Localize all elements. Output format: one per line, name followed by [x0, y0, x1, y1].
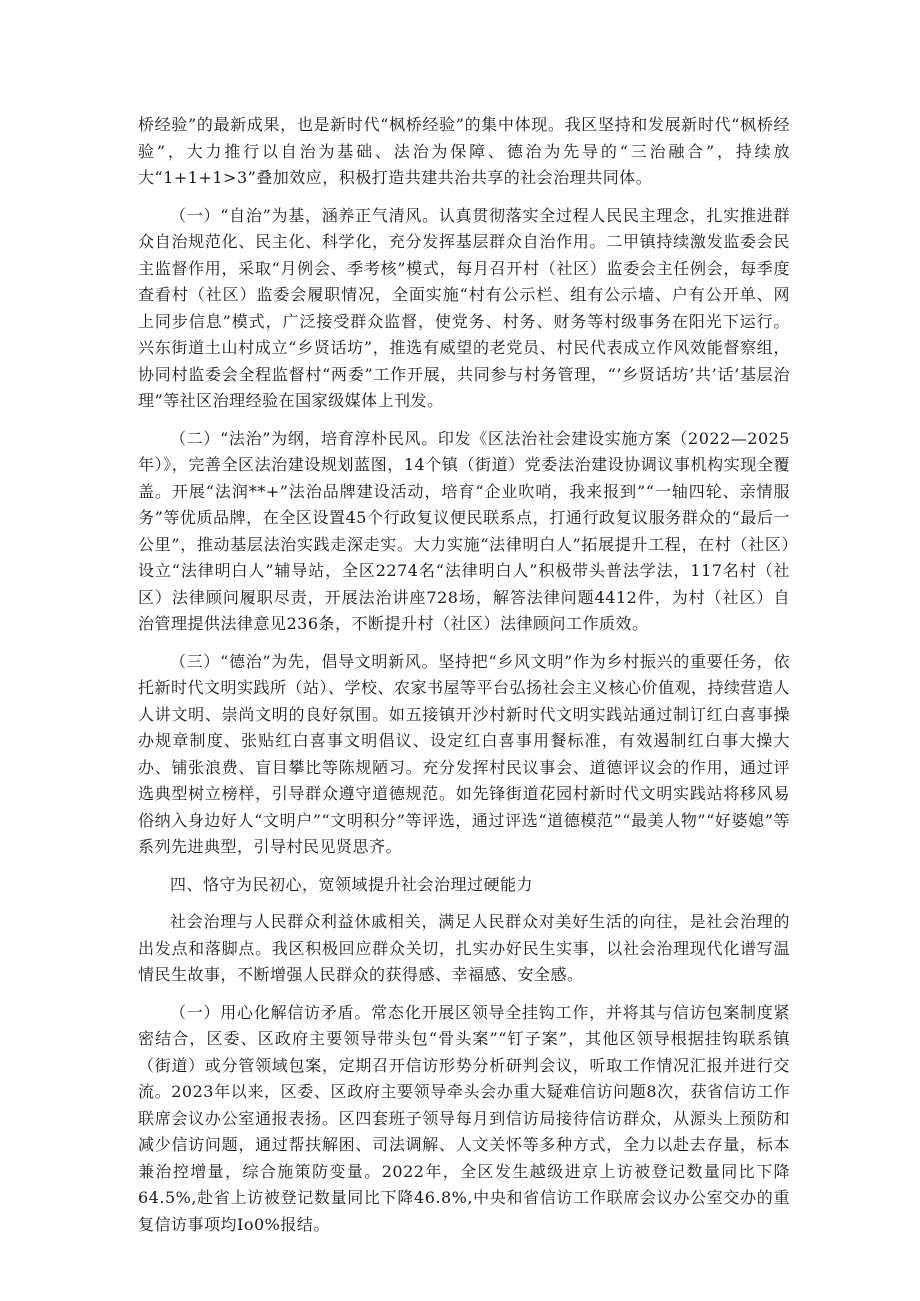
- paragraph-self-governance: （一）“自治”为基，涵养正气清风。认真贯彻落实全过程人民民主理念，扎实推进群众自治规范化、民主化、科学化，充分发挥基层群众自治作用。二甲镇持续激发监委会民主监督作用，采取“月例会、季考核”模式，每月召开村（社区）监委会主任例会，每季度查看村（社区）监委会履职情况，全面实施“村有公示栏、组有公示墙、户有公开单、网上同步信息”模式，广泛接受群众监督，使党务、村务、财务等村级事务在阳光下运行。兴东街道土山村成立“乡贤话坊”，推选有威望的老党员、村民代表成立作风效能督察组，协同村监委会全程监督村“两委”工作开展，共同参与村务管理，“’乡贤话坊’共’话’基层治理”等社区治理经验在国家级媒体上刊发。: [138, 205, 790, 410]
- paragraph-rule-of-law: （二）“法治”为纲，培育淳朴民风。印发《区法治社会建设实施方案（2022—2025年）》，完善全区法治建设规划蓝图，14个镇（街道）党委法治建设协调议事机构实现全覆盖。开展“法润**+”法治品牌建设活动，培育“企业吹哨，我来报到”“一轴四轮、亲情服务”等优质品牌，在全区设置45个行政复议便民联系点，打通行政复议服务群众的“最后一公里”，推动基层法治实践走深走实。大力实施“法律明白人”拓展提升工程，在村（社区）设立“法律明白人”辅导站，全区2274名“法律明白人”积极带头普法学法，117名村（社区）法律顾问履职尽责，开展法治讲座728场，解答法律问题4412件，为村（社区）自治管理提供法律意见236条，不断提升村（社区）法律顾问工作质效。: [138, 428, 790, 633]
- document-page: [138, 112, 790, 1249]
- section-heading-four: 四、恪守为民初心，宽领域提升社会治理过硬能力: [170, 874, 534, 894]
- paragraph-intro-continued: 桥经验”的最新成果，也是新时代“枫桥经验”的集中体现。我区坚持和发展新时代“枫桥经验”，大力推行以自治为基础、法治为保障、德治为先导的“三治融合”，持续放大“1+1+1>3”叠加效应，积极打造共建共治共享的社会治理共同体。: [138, 115, 790, 187]
- paragraph-petition-resolution: （一）用心化解信访矛盾。常态化开展区领导全挂钩工作，并将其与信访包案制度紧密结合，区委、区政府主要领导带头包“骨头案”“钉子案”，其他区领导根据挂钩联系镇（街道）或分管领域包案，定期召开信访形势分析研判会议，听取工作情况汇报并进行交流。2023年以来，区委、区政府主要领导牵头会办重大疑难信访问题8次，获省信访工作联席会议办公室通报表扬。区四套班子领导每月到信访局接待信访群众，从源头上预防和减少信访问题，通过帮扶解困、司法调解、人文关怀等多种方式，全力以赴去存量，标本兼治控增量，综合施策防变量。2022年，全区发生越级进京上访被登记数量同比下降64.5%,赴省上访被登记数量同比下降46.8%,中央和省信访工作联席会议办公室交办的重复信访事项均Io0%报结。: [138, 1002, 790, 1234]
- paragraph-section-four-intro: 社会治理与人民群众利益休戚相关，满足人民群众对美好生活的向往，是社会治理的出发点和落脚点。我区积极回应群众关切，扎实办好民生实事，以社会治理现代化谱写温情民生故事，不断增强人民群众的获得感、幸福感、安全感。: [138, 912, 790, 984]
- paragraph-rule-of-virtue: （三）“德治”为先，倡导文明新风。坚持把“乡风文明”作为乡村振兴的重要任务，依托新时代文明实践所（站）、学校、农家书屋等平台弘扬社会主义核心价值观，持续营造人人讲文明、崇尚文明的良好氛围。如五接镇开沙村新时代文明实践站通过制订红白喜事操办规章制度、张贴红白喜事文明倡议、设定红白喜事用餐标准，有效遏制红白事大操大办、铺张浪费、盲目攀比等陈规陋习。充分发挥村民议事会、道德评议会的作用，通过评选典型树立榜样，引导群众遵守道德规范。如先锋街道花园村新时代文明实践站将移风易俗纳入身边好人“文明户”“文明积分”等评选，通过评选“道德模范”“最美人物”“好婆媳”等系列先进典型，引导村民见贤思齐。: [138, 651, 791, 856]
